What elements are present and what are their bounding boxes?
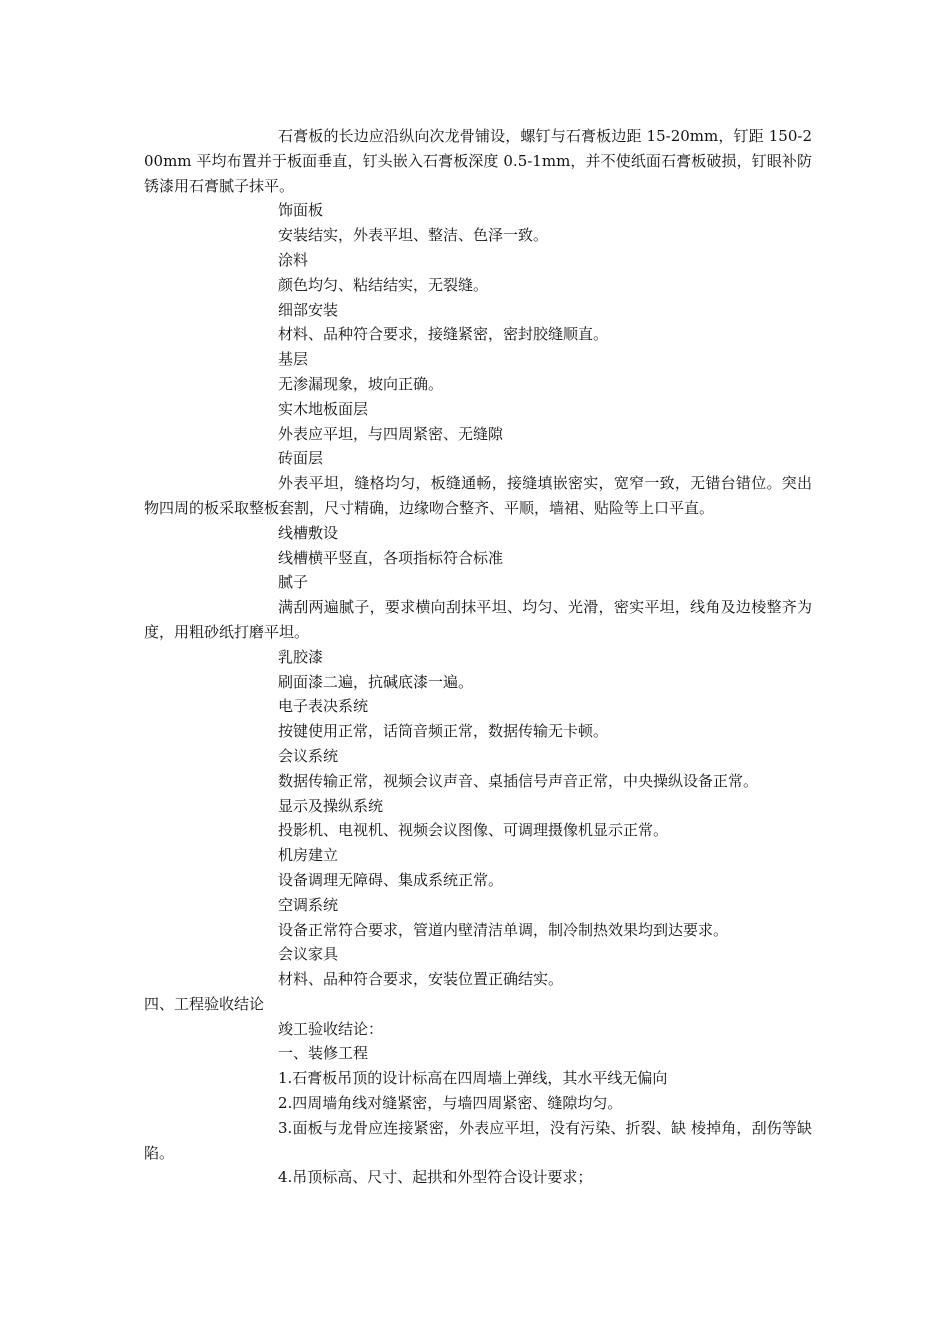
heading-voting-system: 电子表决系统	[278, 697, 369, 716]
document-body	[144, 124, 812, 1190]
heading-conference-furniture: 会议家具	[278, 945, 339, 964]
heading-putty: 腻子	[278, 573, 309, 592]
text-wood-floor: 外表应平坦，与四周紧密、无缝隙	[278, 424, 504, 443]
text-voting-system: 按键使用正常，话筒音频正常，数据传输无卡顿。	[278, 722, 609, 741]
text-trunking: 线槽横平竖直，各项指标符合标准	[278, 548, 504, 567]
heading-finish-panel: 饰面板	[278, 201, 324, 220]
text-conference-furniture: 材料、品种符合要求，安装位置正确结实。	[278, 970, 564, 989]
list-item-1: 1.石膏板吊顶的设计标高在四周墙上弹线，其水平线无偏向	[278, 1069, 668, 1088]
heading-latex-paint: 乳胶漆	[278, 647, 324, 666]
section-heading-acceptance-conclusion: 四、工程验收结论	[144, 994, 265, 1013]
text-air-conditioning: 设备正常符合要求，管道内壁清洁单调，制冷制热效果均到达要求。	[278, 920, 729, 939]
paragraph-tile-layer: 外表平坦，缝格均匀，板缝通畅，接缝填嵌密实，宽窄一致，无错台错位。突出物四周的板采取整板套割，尺寸精确，边缘吻合整齐、平顺，墙裙、贴险等上口平直。	[144, 474, 812, 517]
label-completion-conclusion: 竣工验收结论：	[278, 1019, 384, 1038]
heading-coating: 涂料	[278, 250, 309, 269]
list-item-3: 3.面板与龙骨应连接紧密，外表应平坦，没有污染、折裂、缺 棱掉角，刮伤等缺陷。	[144, 1118, 812, 1162]
heading-wood-floor: 实木地板面层	[278, 399, 369, 418]
heading-trunking: 线槽敷设	[278, 523, 339, 542]
heading-machine-room: 机房建立	[278, 846, 339, 865]
text-latex-paint: 刷面漆二遍，抗碱底漆一遍。	[278, 672, 474, 691]
list-item-4: 4.吊顶标高、尺寸、起拱和外型符合设计要求；	[278, 1168, 593, 1187]
heading-detail-install: 细部安装	[278, 300, 339, 319]
subheading-decoration-works: 一、装修工程	[278, 1044, 369, 1063]
text-display-control: 投影机、电视机、视频会议图像、可调理摄像机显示正常。	[278, 821, 669, 840]
paragraph-gypsum-board: 石膏板的长边应沿纵向次龙骨铺设，螺钉与石膏板边距 15-20mm，钉距 150-200mm 平均布置并于板面垂直，钉头嵌入石膏板深度 0.5-1mm，并不使纸面石膏板破损，钉眼补防锈漆用石膏腻子抹平。	[144, 127, 812, 195]
text-base-layer: 无渗漏现象，坡向正确。	[278, 374, 444, 393]
paragraph-putty: 满刮两遍腻子，要求横向刮抹平坦、均匀、光滑，密实平坦，线角及边棱整齐为度，用粗砂纸打磨平坦。	[144, 598, 812, 641]
heading-tile-layer: 砖面层	[278, 449, 324, 468]
text-finish-panel: 安装结实，外表平坦、整洁、色泽一致。	[278, 226, 549, 245]
heading-conference-system: 会议系统	[278, 746, 339, 765]
text-detail-install: 材料、品种符合要求，接缝紧密，密封胶缝顺直。	[278, 325, 609, 344]
list-item-2: 2.四周墙角线对缝紧密，与墙四周紧密、缝隙均匀。	[278, 1094, 623, 1113]
heading-air-conditioning: 空调系统	[278, 895, 339, 914]
text-coating: 颜色均匀、粘结结实，无裂缝。	[278, 275, 489, 294]
heading-base-layer: 基层	[278, 350, 309, 369]
heading-display-control: 显示及操纵系统	[278, 796, 384, 815]
text-conference-system: 数据传输正常，视频会议声音、桌插信号声音正常，中央操纵设备正常。	[278, 771, 759, 790]
text-machine-room: 设备调理无障碍、集成系统正常。	[278, 870, 504, 889]
